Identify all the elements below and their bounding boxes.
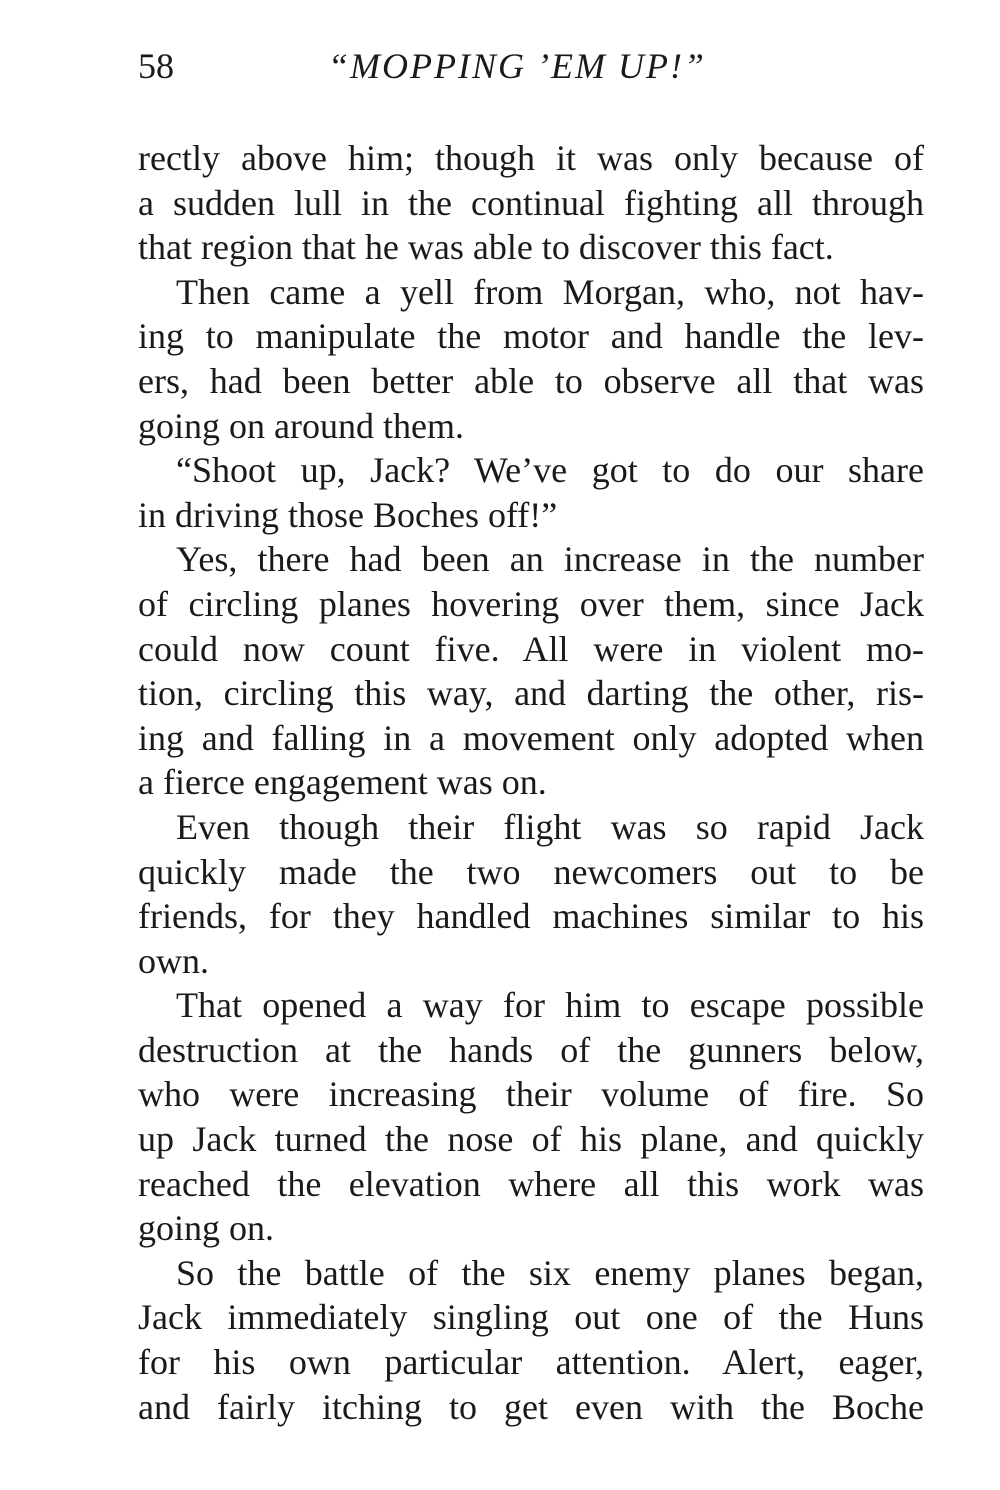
text-line: and fairly itching to get even with the Boche [138,1386,924,1427]
text-line: up Jack turned the nose of his plane, and quickly [138,1119,924,1160]
text-line: That opened a way for him to escape possible [176,985,924,1026]
text-line: Jack immediately singling out one of the Huns [138,1297,924,1338]
text-line: own. [138,940,209,981]
text-line: going on around them. [138,405,464,446]
running-head [138,36,928,96]
text-line: for his own particular attention. Alert, eager, [138,1342,924,1383]
body-text [138,136,924,1429]
text-line: in driving those Boches off!” [138,494,558,535]
text-line: Yes, there had been an increase in the number [176,539,924,580]
text-line: Then came a yell from Morgan, who, not hav- [176,271,924,312]
text-line: ing to manipulate the motor and handle the lev- [138,316,924,357]
text-line: of circling planes hovering over them, since Jack [138,583,924,624]
text-line: So the battle of the six enemy planes began, [176,1252,924,1293]
text-line: a fierce engagement was on. [138,762,547,803]
text-line: who were increasing their volume of fire. So [138,1074,924,1115]
text-line: tion, circling this way, and darting the other, ris- [138,673,924,714]
text-line: could now count five. All were in violent mo- [138,628,924,669]
text-line: a sudden lull in the continual fighting all through [138,182,924,223]
text-line: friends, for they handled machines similar to his [138,896,924,937]
page-number: 58 [138,46,174,86]
text-line: ing and falling in a movement only adopted when [138,717,924,758]
text-line: reached the elevation where all this work was [138,1163,924,1204]
text-line: quickly made the two newcomers out to be [138,851,924,892]
text-line: “Shoot up, Jack? We’ve got to do our share [176,450,924,491]
running-title: “MOPPING ’EM UP!” [328,46,706,86]
text-line: destruction at the hands of the gunners below, [138,1029,924,1070]
text-line: ers, had been better able to observe all that was [138,360,924,401]
text-line: that region that he was able to discover this fact. [138,227,834,268]
text-line: going on. [138,1208,275,1249]
text-line: rectly above him; though it was only because of [138,138,924,178]
text-line: Even though their flight was so rapid Jack [176,806,924,847]
